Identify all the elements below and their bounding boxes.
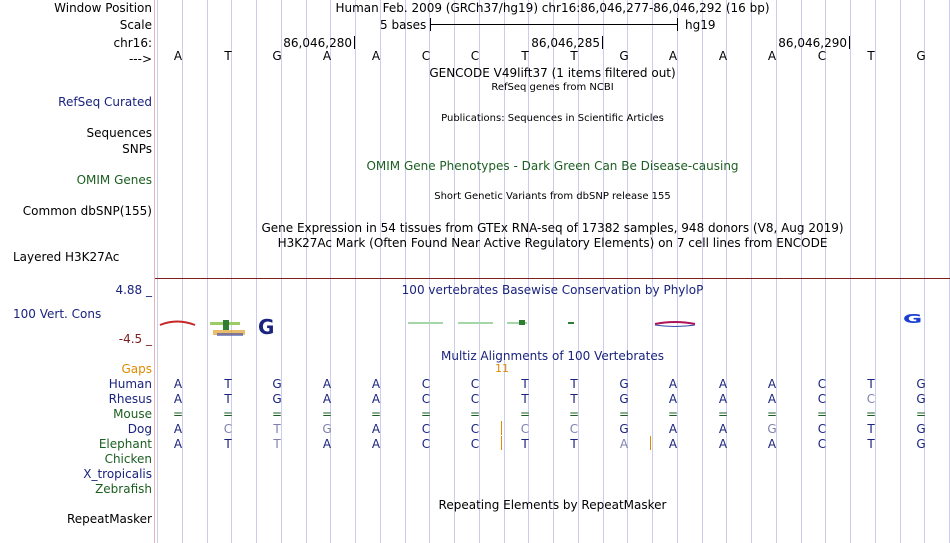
alignment-base: G	[272, 392, 282, 406]
alignment-base: G	[916, 437, 926, 451]
cons-min-value: -4.5 _	[118, 332, 152, 346]
alignment-base: A	[371, 392, 381, 406]
h3k27ac-track-title[interactable]: H3K27Ac Mark (Often Found Near Active Regulatory Elements) on 7 cell lines from ENCODE	[277, 236, 828, 250]
scale-bar-right-tick	[677, 18, 678, 31]
alignment-base: T	[570, 437, 578, 451]
alignment-base: T	[570, 392, 578, 406]
alignment-base: T	[867, 377, 875, 391]
alignment-base: A	[718, 392, 728, 406]
species-label[interactable]: Human	[108, 377, 152, 391]
alignment-base: =	[172, 407, 184, 421]
alignment-base: A	[173, 437, 183, 451]
svg-text:G: G	[258, 315, 275, 339]
alignment-base: G	[916, 392, 926, 406]
alignment-base: A	[322, 377, 332, 391]
alignment-base: =	[766, 407, 778, 421]
alignment-base: A	[371, 422, 381, 436]
alignment-base: C	[817, 377, 827, 391]
alignment-base: A	[371, 377, 381, 391]
gaps-label[interactable]: Gaps	[121, 362, 152, 376]
alignment-base: C	[866, 392, 876, 406]
cons-max-value: 4.88 _	[115, 283, 152, 297]
alignment-base: =	[469, 407, 481, 421]
gaps-count: 11	[495, 362, 509, 375]
refseq-track-title[interactable]: RefSeq genes from NCBI	[491, 82, 614, 93]
alignment-base: C	[421, 377, 431, 391]
scale-right-text: hg19	[685, 18, 716, 32]
species-label[interactable]: X_tropicalis	[83, 467, 152, 481]
alignment-base: T	[521, 392, 529, 406]
alignment-base: C	[817, 422, 827, 436]
track-separator	[155, 278, 950, 279]
alignment-base: =	[370, 407, 382, 421]
alignment-base: A	[767, 437, 777, 451]
sequence-base: C	[421, 49, 431, 63]
coord-290: 86,046,290	[778, 36, 847, 50]
insertion-marker	[650, 436, 651, 450]
alignment-base: C	[520, 422, 530, 436]
sequence-base: C	[817, 49, 827, 63]
repeatmasker-track-title[interactable]: Repeating Elements by RepeatMasker	[438, 498, 667, 512]
window-position-label: Window Position	[54, 1, 152, 15]
sequence-base: A	[668, 49, 678, 63]
alignment-base: =	[568, 407, 580, 421]
alignment-base: C	[421, 392, 431, 406]
sequence-base: A	[767, 49, 777, 63]
alignment-base: C	[470, 422, 480, 436]
sequence-base: G	[916, 49, 926, 63]
omim-label[interactable]: OMIM Genes	[76, 173, 152, 187]
alignment-base: C	[421, 437, 431, 451]
alignment-base: G	[619, 392, 629, 406]
alignment-base: C	[817, 437, 827, 451]
sequence-base: T	[521, 49, 529, 63]
alignment-base: C	[470, 392, 480, 406]
alignment-base: T	[224, 392, 232, 406]
multiz-track-title[interactable]: Multiz Alignments of 100 Vertebrates	[440, 349, 665, 363]
alignment-base: G	[322, 422, 332, 436]
cons-label[interactable]: 100 Vert. Cons	[13, 307, 102, 321]
alignment-base: G	[916, 422, 926, 436]
alignment-base: =	[816, 407, 828, 421]
alignment-base: A	[767, 392, 777, 406]
alignment-base: T	[224, 437, 232, 451]
sequence-base: A	[173, 49, 183, 63]
coord-290-tick	[849, 36, 850, 49]
alignment-base: A	[668, 377, 678, 391]
coord-285-tick	[602, 36, 603, 49]
sequence-base: T	[570, 49, 578, 63]
alignment-base: =	[717, 407, 729, 421]
alignment-base: T	[867, 422, 875, 436]
alignment-base: T	[224, 377, 232, 391]
species-label[interactable]: Dog	[127, 422, 152, 436]
dbsnp-label[interactable]: Common dbSNP(155)	[22, 204, 152, 218]
alignment-base: C	[817, 392, 827, 406]
alignment-base: C	[421, 422, 431, 436]
gtex-track-title[interactable]: Gene Expression in 54 tissues from GTEx RNA-seq of 17382 samples, 948 donors (V8, Aug 2019)	[261, 221, 844, 235]
species-label[interactable]: Chicken	[104, 452, 152, 466]
alignment-base: =	[420, 407, 432, 421]
sequences-label[interactable]: Sequences	[86, 126, 152, 140]
alignment-base: A	[718, 377, 728, 391]
alignment-base: C	[223, 422, 233, 436]
alignment-base: C	[470, 377, 480, 391]
scale-label: Scale	[119, 18, 152, 32]
cons-track-title[interactable]: 100 vertebrates Basewise Conservation by PhyloP	[401, 283, 704, 297]
species-label[interactable]: Elephant	[98, 437, 152, 451]
alignment-base: C	[569, 422, 579, 436]
window-position-value: Human Feb. 2009 (GRCh37/hg19) chr16:86,046,277-86,046,292 (16 bp)	[335, 1, 770, 15]
sequence-base: A	[371, 49, 381, 63]
insertion-marker	[501, 436, 502, 450]
alignment-base: A	[173, 422, 183, 436]
alignment-base: T	[273, 422, 281, 436]
alignment-base: =	[321, 407, 333, 421]
alignment-base: G	[767, 422, 777, 436]
gencode-track-title[interactable]: GENCODE V49lift37 (1 items filtered out)	[429, 66, 676, 80]
refseq-label[interactable]: RefSeq Curated	[58, 95, 152, 109]
alignment-base: A	[173, 392, 183, 406]
coord-280-tick	[354, 36, 355, 49]
alignment-base: A	[322, 392, 332, 406]
insertion-marker	[501, 421, 502, 435]
sequence-base: T	[867, 49, 875, 63]
alignment-base: =	[222, 407, 234, 421]
publications-track-title[interactable]: Publications: Sequences in Scientific Articles	[441, 113, 664, 124]
alignment-base: A	[619, 437, 629, 451]
chr-label: chr16:	[113, 36, 152, 50]
alignment-base: A	[668, 437, 678, 451]
alignment-base: =	[618, 407, 630, 421]
sequence-base: G	[272, 49, 282, 63]
alignment-base: T	[570, 377, 578, 391]
sequence-base: A	[718, 49, 728, 63]
alignment-base: =	[915, 407, 927, 421]
alignment-base: A	[767, 377, 777, 391]
coord-285: 86,046,285	[531, 36, 600, 50]
alignment-base: A	[718, 422, 728, 436]
alignment-base: =	[865, 407, 877, 421]
alignment-base: G	[272, 377, 282, 391]
alignment-base: A	[718, 437, 728, 451]
alignment-base: A	[371, 437, 381, 451]
species-label[interactable]: Mouse	[113, 407, 152, 421]
alignment-base: A	[173, 377, 183, 391]
snps-label[interactable]: SNPs	[122, 142, 152, 156]
h3k27ac-label[interactable]: Layered H3K27Ac	[13, 250, 120, 264]
alignment-base: A	[322, 437, 332, 451]
dbsnp-track-title[interactable]: Short Genetic Variants from dbSNP release 155	[434, 191, 671, 202]
scale-bar	[430, 24, 678, 25]
alignment-base: C	[470, 437, 480, 451]
sequence-base: G	[619, 49, 629, 63]
cons-logo-graphic	[155, 300, 950, 345]
scale-bar-left-tick	[430, 18, 431, 31]
alignment-base: T	[521, 377, 529, 391]
alignment-base: =	[271, 407, 283, 421]
sequence-base: T	[224, 49, 232, 63]
scale-left-text: 5 bases	[380, 18, 427, 32]
coord-280: 86,046,280	[283, 36, 352, 50]
alignment-base: G	[619, 377, 629, 391]
strand-label: --->	[128, 52, 152, 66]
sequence-base: C	[470, 49, 480, 63]
alignment-base: A	[668, 392, 678, 406]
alignment-base: T	[521, 437, 529, 451]
repeatmasker-label[interactable]: RepeatMasker	[66, 512, 152, 526]
sequence-base: A	[322, 49, 332, 63]
alignment-base: A	[668, 422, 678, 436]
alignment-base: =	[667, 407, 679, 421]
alignment-base: T	[867, 437, 875, 451]
omim-track-title[interactable]: OMIM Gene Phenotypes - Dark Green Can Be Disease-causing	[366, 159, 739, 173]
species-label[interactable]: Zebrafish	[95, 482, 152, 496]
alignment-base: T	[273, 437, 281, 451]
alignment-base: =	[519, 407, 531, 421]
svg-text:G: G	[903, 312, 923, 327]
alignment-base: G	[619, 422, 629, 436]
species-label[interactable]: Rhesus	[108, 392, 152, 406]
alignment-base: G	[916, 377, 926, 391]
